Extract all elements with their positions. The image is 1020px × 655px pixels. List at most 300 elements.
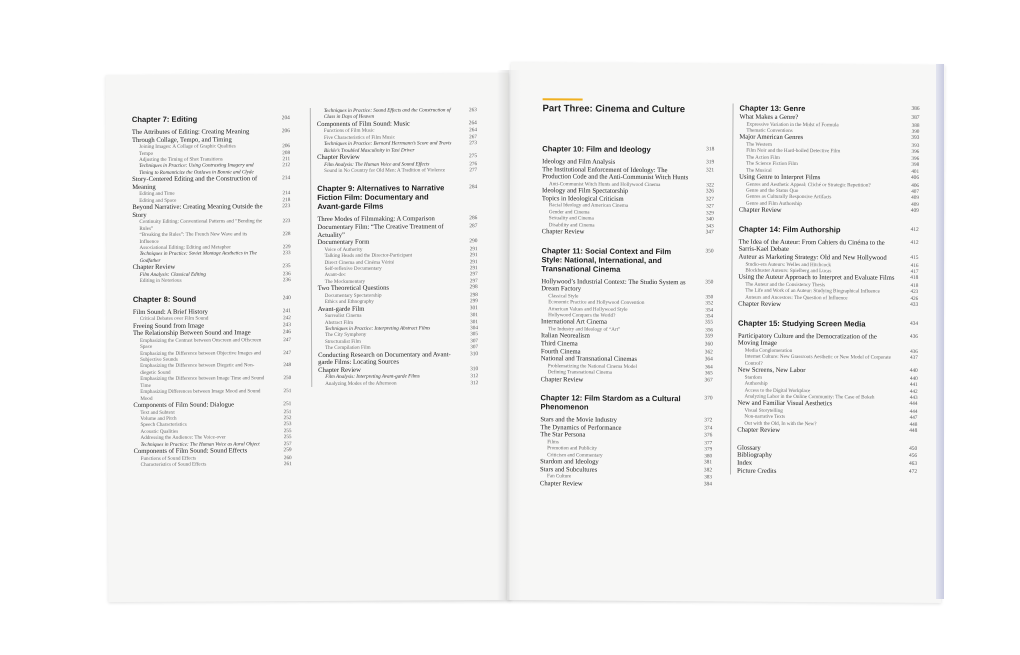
toc-entry <box>133 375 291 389</box>
page-number: 291 <box>469 245 478 253</box>
entry-title: Chapter 7: Editing <box>131 114 198 124</box>
page-number: 287 <box>469 223 478 230</box>
page-edge <box>936 64 944 599</box>
entry-title: Internet Culture: New Grassroots Aesthetic or New Model of Corporate Control? <box>744 354 891 367</box>
page-number: 379 <box>704 446 713 453</box>
toc-entry <box>738 354 918 368</box>
page-number: 264 <box>469 127 477 134</box>
page-number: 251 <box>283 408 292 415</box>
entry-title: Bibliography <box>737 452 772 460</box>
entry-title: The Institutional Enforcement of Ideology: The Production Code and the Anti-Communist Witch Hunts <box>542 165 689 182</box>
page-number: 214 <box>282 175 291 182</box>
entry-title: Economic Practice and Hollywood Convention <box>548 299 645 307</box>
page-number: 298 <box>469 292 478 299</box>
page-number: 319 <box>706 159 715 166</box>
page-number: 436 <box>910 348 918 355</box>
page-number: 355 <box>704 319 714 326</box>
page-number: 264 <box>468 119 477 127</box>
toc-entry <box>317 223 477 239</box>
entry-title: Out with the Old, In with the New? <box>744 420 817 428</box>
entry-title: The Attributes of Editing: Creating Meaning Through Collage, Tempo, and Timing <box>131 128 250 144</box>
entry-title: Racial Ideology and American Cinema <box>548 202 629 210</box>
entry-title: Chapter 9: Alternatives to Narrative Fiction Film: Documentary and Avant-garde Films <box>317 183 445 212</box>
toc-entry <box>317 107 477 121</box>
entry-title: Third Cinema <box>540 340 578 348</box>
entry-title: Functions of Sound Effects <box>140 455 197 462</box>
page-number: 437 <box>910 355 918 362</box>
page-number: 387 <box>911 114 920 121</box>
entry-title: Glossary <box>737 444 761 452</box>
entry-title: Disability and Cinema <box>548 221 595 229</box>
entry-title: Stars and Subcultures <box>540 466 598 474</box>
page-number: 322 <box>706 182 715 189</box>
page-number: 260 <box>283 454 292 461</box>
page-number: 321 <box>706 166 715 174</box>
entry-title: Emphasizing the Contrast between Onscreen and Offscreen Space <box>140 337 262 351</box>
page-number: 359 <box>704 333 713 340</box>
toc-entry <box>132 231 290 245</box>
page-number: 259 <box>283 447 292 454</box>
page-number: 211 <box>282 156 291 163</box>
page-number: 374 <box>704 425 713 432</box>
entry-title: Stardom and Ideology <box>540 458 599 466</box>
toc-entry <box>134 461 292 468</box>
page-number: 329 <box>706 210 714 217</box>
page-number: 444 <box>909 408 918 415</box>
toc-entry <box>317 167 477 174</box>
page-number: 370 <box>704 395 713 402</box>
page-number: 297 <box>469 271 478 278</box>
page-number: 415 <box>910 254 919 261</box>
entry-title: Ideology and Film Spectatorship <box>541 187 629 196</box>
entry-title: Techniques in Practice: Bernard Herrmann’s Score and Travis Bickle’s Troubled Masculinity in Taxi Driver <box>323 140 452 154</box>
page-number: 307 <box>470 344 479 351</box>
entry-title: Chapter 11: Social Context and Film Style: National, International, and Transnational Cinema <box>541 245 672 274</box>
page-number: 347 <box>705 229 714 236</box>
entry-title: Techniques in Practice: Using Contrasting Imagery and Timing to Romanticize the Outlaws in Bonnie and Clyde <box>139 162 254 176</box>
page-number: 444 <box>909 401 918 408</box>
page-number: 409 <box>911 195 919 202</box>
entry-title: Gender and Cinema <box>548 209 590 216</box>
page-number: 354 <box>705 313 714 320</box>
entry-title: The Science Fiction Film <box>746 160 798 168</box>
entry-title: The Western <box>746 141 772 148</box>
entry-title: Thematic Conventions <box>746 127 793 134</box>
entry-title: Functions of Film Music <box>323 128 375 135</box>
page-number: 255 <box>283 427 292 434</box>
page-number: 418 <box>910 282 919 289</box>
entry-title: Genres as Culturally Responsive Artifacts <box>745 194 832 201</box>
page-number: 206 <box>282 143 291 150</box>
chapter-heading <box>133 294 291 304</box>
page-number: 267 <box>469 133 477 141</box>
page-number: 407 <box>911 188 920 195</box>
entry-title: Self-reflexive Documentary <box>324 265 382 273</box>
toc-column <box>540 144 714 489</box>
page-number: 350 <box>705 247 714 255</box>
toc-entry <box>738 301 918 310</box>
entry-title: Chapter Review <box>738 300 781 309</box>
entry-title: Ideology and Film Analysis <box>542 158 616 166</box>
page-number: 393 <box>911 135 920 142</box>
page-number: 301 <box>469 304 478 311</box>
page-number: 298 <box>469 284 478 291</box>
page-number: 284 <box>469 184 478 191</box>
page-number: 448 <box>909 428 918 435</box>
toc-entry <box>133 277 291 284</box>
part-title: Part Three: Cinema and Culture <box>542 103 686 116</box>
entry-title: Expressive Variation in the Midst of Formula <box>746 121 839 128</box>
page-number: 291 <box>469 258 478 265</box>
page-number: 250 <box>283 375 292 382</box>
part-heading <box>543 98 703 116</box>
page-number: 241 <box>282 307 291 314</box>
entry-title: Associational Editing: Editing and Metaphor <box>139 244 231 251</box>
entry-title: Sound in No Country for Old Men: A Tradition of Violence <box>324 167 446 175</box>
entry-title: Fourth Cinema <box>540 347 581 356</box>
page-number: 214 <box>282 190 291 197</box>
chapter-heading <box>540 393 712 412</box>
page-number: 362 <box>704 348 713 356</box>
entry-title: Avant-doc <box>324 272 346 279</box>
toc-column <box>310 107 478 387</box>
page-number: 436 <box>909 333 918 340</box>
entry-title: Avant-garde Film <box>317 305 365 313</box>
page-number: 304 <box>470 325 478 332</box>
page-number: 367 <box>704 376 713 384</box>
entry-title: Emphasizing the Difference between Diegetic and Non-diegetic Sound <box>140 362 255 376</box>
page-number: 381 <box>703 459 713 466</box>
entry-title: Anti-Communist Witch Hunts and Hollywood Cinema <box>549 181 661 188</box>
entry-title: Stars and the Movie Industry <box>540 416 617 424</box>
toc-entry <box>132 163 290 177</box>
page-number: 434 <box>909 320 919 327</box>
page-number: 382 <box>703 467 713 474</box>
page-number: 426 <box>910 295 919 302</box>
entry-title: Chapter 14: Film Authorship <box>738 224 841 235</box>
entry-title: American Values and Hollywood Style <box>548 305 628 313</box>
toc-entry <box>739 238 919 254</box>
chapter-heading <box>740 104 920 114</box>
entry-title: Access to the Digital Workplace <box>744 387 811 394</box>
entry-title: Techniques in Practice: Soviet Montage Aesthetics in The Godfather <box>139 250 257 264</box>
page-number: 223 <box>282 218 291 225</box>
page-number: 383 <box>704 474 713 481</box>
page-number: 236 <box>282 270 291 278</box>
entry-title: Continuity Editing: Conventional Patterns and “Bending the Rules” <box>139 218 263 232</box>
page-number: 297 <box>469 278 478 285</box>
page-number: 286 <box>469 215 478 222</box>
toc-entry <box>542 228 714 237</box>
toc-entry <box>317 140 477 154</box>
entry-title: Genre and Film Authorship <box>745 200 802 207</box>
page-number: 364 <box>704 364 713 371</box>
toc-entry <box>737 427 917 436</box>
entry-title: Text and Subtext <box>140 409 175 416</box>
entry-title: Three Modes of Filmmaking: A Comparison <box>317 215 435 224</box>
part-accent-bar <box>543 98 583 100</box>
page-number: 356 <box>705 327 714 334</box>
page-number: 354 <box>705 306 714 314</box>
page-number: 326 <box>705 188 714 195</box>
entry-title: Blockbuster Auteurs: Spielberg and Lucas <box>745 267 832 275</box>
entry-title: Chapter Review <box>317 153 360 162</box>
entry-title: The Star Persona <box>540 431 586 439</box>
entry-title: Auteurs and Ancestors: The Question of Influence <box>745 294 848 302</box>
page-number: 417 <box>910 268 919 275</box>
page-number: 409 <box>911 201 919 208</box>
entry-title: Documentary Spectatorship <box>324 292 382 299</box>
entry-title: Fan Culture <box>546 473 572 480</box>
entry-title: Using Genre to Interpret Films <box>739 173 821 182</box>
entry-title: Editing and Time <box>139 191 175 198</box>
entry-title: Analyzing Labor in the Online Community: The Case of Bokeh <box>744 393 875 401</box>
entry-title: Characteristics of Sound Effects <box>140 461 207 468</box>
page-number: 327 <box>705 196 714 203</box>
page-number: 350 <box>705 278 714 286</box>
page-number: 307 <box>470 338 479 345</box>
page-number: 343 <box>705 222 714 230</box>
book-gutter <box>497 70 521 600</box>
page-number: 393 <box>911 142 920 149</box>
page-number: 291 <box>469 252 478 259</box>
entry-title: Auteur as Marketing Strategy: Old and New Hollywood <box>738 253 887 262</box>
entry-title: Genres and Aesthetic Appeal: Cliché or Strategic Repetition? <box>746 181 871 189</box>
toc-entry <box>739 207 919 216</box>
entry-title: Classical Style <box>548 293 579 300</box>
entry-title: Chapter Review <box>318 366 361 374</box>
entry-title: Addressing the Audience: The Voice-over <box>140 434 226 442</box>
page-number: 365 <box>704 370 713 377</box>
page-number: 247 <box>283 349 292 356</box>
entry-title: Film Analysis: Classical Editing <box>139 271 206 278</box>
entry-title: Analyzing Modes of the Afternoon <box>325 380 397 387</box>
entry-title: New and Familiar Visual Aesthetics <box>737 400 833 408</box>
entry-title: The Relationship Between Sound and Image <box>132 329 251 338</box>
page-number: 433 <box>910 302 919 309</box>
page-number: 255 <box>283 434 292 441</box>
entry-title: Chapter 15: Studying Screen Media <box>738 318 866 329</box>
entry-title: Abstract Film <box>324 319 354 326</box>
entry-title: Five Characteristics of Film Music <box>323 134 396 141</box>
entry-title: Media Conglomeration <box>744 347 793 355</box>
toc-entry <box>738 332 918 348</box>
page-number: 218 <box>282 196 291 204</box>
entry-title: Participatory Culture and the Democratization of the Moving Image <box>737 332 877 348</box>
entry-title: Emphasizing Differences between Image Mood and Sound Mood <box>140 388 261 402</box>
entry-title: Non-narrative Texts <box>744 414 786 421</box>
page-number: 263 <box>469 107 477 114</box>
page-number: 386 <box>911 105 920 112</box>
entry-title: Criticism and Commentary <box>547 452 603 459</box>
entry-title: Problematizing the National Cinema Model <box>547 363 637 370</box>
page-number: 247 <box>283 336 292 344</box>
entry-title: Chapter Review <box>737 426 781 435</box>
entry-title: Conducting Research on Documentary and Avant-garde Films: Locating Sources <box>318 350 451 367</box>
entry-title: Chapter Review <box>738 206 782 215</box>
page-number: 406 <box>911 182 920 189</box>
page-number: 443 <box>909 394 918 401</box>
page-number: 440 <box>909 368 918 375</box>
entry-title: Chapter Review <box>539 480 583 488</box>
chapter-heading <box>739 224 919 234</box>
toc-entry <box>132 203 290 219</box>
page-number: 472 <box>908 468 918 475</box>
entry-title: Acoustic Qualities <box>140 428 179 435</box>
entry-title: Chapter Review <box>540 375 584 384</box>
page-number: 290 <box>469 238 478 245</box>
page-number: 251 <box>283 388 292 395</box>
toc-entry <box>133 388 291 402</box>
entry-title: Film Analysis: The Human Voice and Sound Effects <box>324 161 430 168</box>
entry-title: Hollywood Conquers the World? <box>548 312 616 319</box>
page-number: 350 <box>705 294 714 301</box>
page-number: 229 <box>282 244 291 251</box>
page-number: 235 <box>282 263 291 270</box>
page-number: 384 <box>703 481 712 488</box>
entry-title: Structuralist Film <box>325 338 361 345</box>
page-number: 440 <box>909 375 918 382</box>
entry-title: “Breaking the Rules”: The French New Wave and its Influence <box>139 231 248 245</box>
page-number: 448 <box>909 421 918 428</box>
toc-entry <box>133 350 291 364</box>
page-number: 273 <box>469 140 478 147</box>
left-page <box>106 73 512 602</box>
page-number: 223 <box>282 203 291 210</box>
chapter-heading <box>541 246 713 274</box>
page-number: 423 <box>910 289 919 296</box>
toc-entry <box>133 363 291 377</box>
toc-entry <box>541 376 713 385</box>
page-number: 409 <box>910 208 919 215</box>
entry-title: Sexuality and Cinema <box>548 215 594 222</box>
entry-title: What Makes a Genre? <box>739 113 799 122</box>
page-number: 240 <box>282 294 291 301</box>
page-number: 206 <box>281 128 290 135</box>
entry-title: Emphasizing the Difference between Image Time and Sound Time <box>140 375 265 389</box>
entry-title: Freeing Sound from Image <box>132 322 205 330</box>
entry-title: Visual Storytelling <box>744 407 783 414</box>
entry-title: Tempo <box>139 150 154 157</box>
entry-title: The Idea of the Auteur: From Cahiers du Cinéma to the Sarris-Kael Debate <box>738 238 885 254</box>
entry-title: Editing and Space <box>139 197 177 204</box>
page-number: 248 <box>283 362 292 369</box>
entry-title: Documentary Form <box>317 238 370 247</box>
entry-title: Studio-era Auteurs: Welles and Hitchcock <box>745 261 832 268</box>
page-number: 376 <box>704 432 713 439</box>
page-number: 406 <box>910 174 920 181</box>
page-number: 233 <box>282 250 291 257</box>
entry-title: Beyond Narrative: Creating Meaning Outside the Story <box>132 203 263 219</box>
page-number: 299 <box>470 298 478 305</box>
entry-title: Genre and the Status Quo <box>745 187 799 195</box>
page-number: 441 <box>909 382 918 389</box>
page-number: 243 <box>282 321 291 328</box>
entry-title: The Life and Work of an Auteur: Studying Biographical Influence <box>745 288 880 296</box>
entry-title: Story-Centered Editing and the Construction of Meaning <box>132 175 258 191</box>
page-number: 360 <box>704 341 713 348</box>
page-number: 312 <box>470 373 479 380</box>
page-number: 396 <box>911 149 920 156</box>
page-number: 412 <box>910 226 919 233</box>
entry-title: Editing in Notorious <box>139 277 182 285</box>
entry-title: Emphasizing the Difference between Objective Images and Subjective Sounds <box>140 349 262 363</box>
page-number: 318 <box>706 146 715 153</box>
entry-title: The City Symphony <box>324 332 367 339</box>
page-number: 277 <box>469 167 478 174</box>
page-number: 275 <box>468 153 478 160</box>
entry-title: Joining Images: A Collage of Graphic Qualities <box>138 143 236 151</box>
chapter-heading <box>542 144 714 154</box>
page-number: 388 <box>911 122 920 129</box>
page-number: 312 <box>470 380 479 387</box>
entry-title: Components of Film Sound: Music <box>316 120 410 128</box>
entry-title: Techniques in Practice: The Human Voice as Aural Object <box>140 440 260 448</box>
page-number: 276 <box>469 160 478 167</box>
page-number: 212 <box>282 162 291 169</box>
toc-entry <box>737 467 917 476</box>
toc-entry <box>132 219 290 233</box>
entry-title: Authorship <box>744 380 768 388</box>
entry-title: Critical Debates over Film Sound <box>139 315 209 323</box>
page-number: 310 <box>470 366 479 373</box>
page-number: 412 <box>910 239 919 246</box>
chapter-heading <box>132 114 290 124</box>
page-number: 463 <box>908 460 918 467</box>
page-number: 261 <box>283 461 292 468</box>
page-number: 418 <box>910 275 919 282</box>
entry-title: Films <box>547 439 559 446</box>
page-number: 236 <box>282 277 291 284</box>
page-number: 327 <box>706 203 714 210</box>
entry-title: Chapter 13: Genre <box>739 103 806 114</box>
chapter-heading <box>738 318 918 328</box>
page-number: 390 <box>911 128 920 135</box>
entry-title: Chapter 10: Film and Ideology <box>542 144 651 154</box>
toc-entry <box>318 351 478 367</box>
page-number: 242 <box>283 315 291 322</box>
entry-title: Components of Film Sound: Dialogue <box>133 401 235 409</box>
entry-title: Chapter Review <box>541 228 585 236</box>
page-number: 246 <box>282 329 291 336</box>
page-number: 372 <box>704 417 713 424</box>
page-number: 352 <box>705 300 714 307</box>
entry-title: Voice of Authority <box>324 246 363 253</box>
entry-title: Stardom <box>744 374 762 381</box>
page-number: 228 <box>282 231 291 238</box>
entry-title: Promotion and Publicity <box>547 445 598 452</box>
page-number: 396 <box>911 155 920 162</box>
toc-entry <box>132 128 290 144</box>
toc-entry <box>318 380 478 387</box>
page-number: 377 <box>704 440 713 447</box>
entry-title: The Mockumentary <box>324 278 366 285</box>
entry-title: Chapter 8: Sound <box>132 294 197 304</box>
page-number: 380 <box>704 453 713 460</box>
entry-title: Ethics and Ethnography <box>324 298 374 306</box>
entry-title: Two Theoretical Questions <box>317 284 389 293</box>
entry-title: The Action Film <box>746 154 780 161</box>
entry-title: Documentary Film: “The Creative Treatment of Actuality” <box>317 223 444 239</box>
entry-title: Adjusting the Timing of Shot Transitions <box>139 156 223 163</box>
toc-entry <box>540 480 712 489</box>
entry-title: The Dynamics of Performance <box>540 424 622 432</box>
entry-title: Talking Heads and the Director-Participant <box>324 252 413 260</box>
entry-title: Film Noir and the Hard-boiled Detective Film <box>746 148 841 155</box>
page-number: 291 <box>469 265 478 272</box>
toc-entry <box>133 251 291 265</box>
entry-title: Defining Transnational Cinema <box>547 369 612 376</box>
